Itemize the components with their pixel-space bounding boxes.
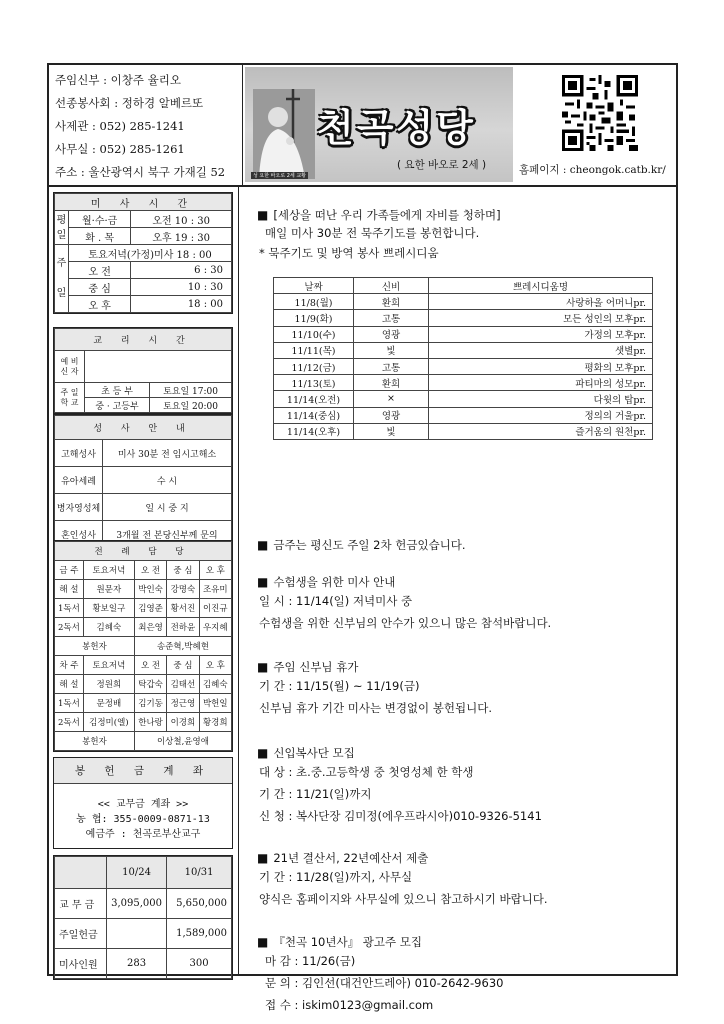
duty-cell: 원문자 (83, 580, 134, 599)
bullet-square-icon: ■ (257, 746, 269, 760)
notice-heading (257, 934, 503, 950)
sunday-mass-name: 오 전 (69, 262, 131, 279)
collection-value: 5,650,000 (167, 889, 232, 919)
praesidium-mystery: 고통 (354, 310, 429, 326)
notice-line: 기 간 : 11/21(일)까지 (259, 787, 372, 801)
qr-code-icon (562, 75, 638, 151)
collection-value: 1,589,000 (167, 919, 232, 949)
duty-cell: 우지혜 (199, 618, 231, 637)
notice-heading-text: 신입복사단 모집 (273, 746, 355, 760)
table-row (274, 326, 653, 342)
offertory-label: 봉헌자 (55, 732, 135, 751)
office-phone-line: 사무실 : 052) 285-1261 (55, 142, 185, 156)
notice-heading-text: 21년 결산서, 22년예산서 제출 (273, 851, 429, 865)
duty-cell: 김태선 (167, 675, 199, 694)
collection-value: 283 (107, 949, 167, 979)
collection-box (53, 855, 233, 980)
table-row (274, 391, 653, 407)
duty-cell: 한나랑 (134, 713, 166, 732)
duty-header-cell: 차 주 (55, 656, 84, 675)
bullet-square-icon: ■ (257, 851, 269, 865)
bulletin-header (49, 65, 676, 187)
table-row (274, 310, 653, 326)
praesidium-name: 평화의 모후pr. (429, 358, 653, 374)
notice-line: 기 간 : 11/15(월) ~ 11/19(금) (259, 679, 420, 693)
notice-email[interactable]: 접 수 : iskim0123@gmail.com (265, 998, 434, 1012)
bullet-square-icon: ■ (257, 660, 269, 674)
sacrament-desc: 일 시 중 지 (103, 494, 232, 521)
bullet-square-icon: ■ (257, 575, 269, 589)
notice-heading-text: [세상을 떠난 우리 가족들에게 자비를 청하며] (273, 208, 501, 222)
praesidium-name: 가정의 모후pr. (429, 326, 653, 342)
sunday-mass-name: 중 심 (69, 279, 131, 296)
offering-account-body (54, 784, 232, 842)
sunday-mass-name: 오 후 (69, 296, 131, 313)
sidebar (49, 187, 239, 976)
praesidium-name: 파티마의 성모pr. (429, 375, 653, 391)
praesidium-date: 11/14(오전) (274, 391, 354, 407)
collection-value (107, 919, 167, 949)
notice-heading (257, 537, 466, 553)
notice-heading-text: 『천곡 10년사』 광고주 모집 (273, 935, 422, 949)
offertory-names: 이상철,윤영애 (134, 732, 231, 751)
bulletin-page (47, 63, 678, 1012)
funeral-society-line: 선종봉사회 : 정하경 알베르또 (55, 96, 204, 110)
notice-altar-servers (257, 745, 542, 827)
notice-heading-text: 금주는 평신도 주일 2차 헌금있습니다. (273, 538, 466, 552)
table-row (274, 294, 653, 310)
sacrament-name: 유아세례 (55, 467, 103, 494)
duty-cell: 김혜숙 (83, 618, 134, 637)
sunday-label: 주 일 (55, 245, 69, 313)
rectory-phone-line: 사제관 : 052) 285-1241 (55, 119, 185, 133)
notice-line: 대 상 : 초.중.고등학생 중 첫영성체 한 학생 (259, 765, 474, 779)
praesidium-header: 신비 (354, 278, 429, 294)
notice-line: 문 의 : 김인선(대건안드레아) 010-2642-9630 (265, 976, 504, 990)
sunday-mass-time: 18 : 00 (131, 296, 232, 313)
praesidium-mystery: 영광 (354, 326, 429, 342)
notice-line: 매일 미사 30분 전 묵주기도를 봉헌합니다. (265, 226, 480, 240)
offertory-label: 봉헌자 (55, 637, 135, 656)
duty-cell: 강명숙 (167, 580, 199, 599)
account-number: 농 협: 355-0009-0871-13 (76, 814, 210, 825)
school-time: 토요일 20:00 (150, 398, 232, 413)
collection-table (54, 856, 232, 979)
parish-title: 천곡성당 (317, 106, 476, 150)
duty-cell: 황경희 (199, 713, 231, 732)
notice-heading (257, 659, 492, 675)
duty-cell: 이진규 (199, 599, 231, 618)
sunday-mass-time: 6 : 30 (131, 262, 232, 279)
praesidium-name: 샛별pr. (429, 342, 653, 358)
duty-cell: 박헌일 (199, 694, 231, 713)
mass-schedule-box (53, 192, 233, 314)
notice-line: 마 감 : 11/26(금) (265, 954, 356, 968)
duty-header-cell: 오 후 (199, 561, 231, 580)
offering-account-title: 봉 헌 금 계 좌 (54, 758, 232, 784)
weekday-days: 화 . 목 (69, 228, 131, 245)
notice-lay-sunday (257, 537, 466, 553)
pope-photo (253, 89, 315, 179)
duty-cell: 김기동 (134, 694, 166, 713)
bullet-square-icon: ■ (257, 935, 269, 949)
duty-cell: 1독서 (55, 599, 84, 618)
duty-header-cell: 오 후 (199, 656, 231, 675)
praesidium-mystery: 영광 (354, 407, 429, 423)
duty-header-cell: 오 전 (134, 656, 166, 675)
duty-cell: 조유미 (199, 580, 231, 599)
table-row (274, 358, 653, 374)
notice-line: 신 청 : 복사단장 김미정(에우프라시아)010-9326-5141 (259, 809, 542, 823)
mass-schedule-title: 미 사 시 간 (55, 194, 232, 211)
collection-label: 교 무 금 (55, 889, 107, 919)
notice-budget (257, 850, 548, 910)
duty-cell: 해 설 (55, 675, 84, 694)
duty-header-cell: 토요저녁 (83, 656, 134, 675)
praesidium-name: 다윗의 탑pr. (429, 391, 653, 407)
duty-cell: 김영준 (134, 599, 166, 618)
catechumen-value (85, 351, 232, 383)
duty-cell: 황보일구 (83, 599, 134, 618)
school-group: 중 · 고등부 (85, 398, 150, 413)
praesidium-date: 11/14(중심) (274, 407, 354, 423)
bullet-square-icon: ■ (257, 208, 269, 222)
parish-subtitle: ( 요한 바오로 2세 ) (397, 159, 487, 171)
sacrament-name: 혼인성사 (55, 521, 103, 548)
praesidium-mystery: 환희 (354, 375, 429, 391)
duty-cell: 김혜숙 (199, 675, 231, 694)
sacrament-table (54, 415, 232, 548)
praesidium-date: 11/8(월) (274, 294, 354, 310)
collection-date: 10/31 (167, 857, 232, 889)
duty-cell: 정근영 (167, 694, 199, 713)
praesidium-name: 즐거움의 원천pr. (429, 423, 653, 439)
notice-heading (257, 850, 548, 866)
notice-sub: * 묵주기도 및 방역 봉사 쁘레시디움 (259, 246, 439, 260)
duty-cell: 탁갑숙 (134, 675, 166, 694)
notice-line: 수험생을 위한 신부님의 안수가 있으니 많은 참석바랍니다. (259, 616, 552, 630)
sacrament-title: 성 사 안 내 (55, 416, 232, 440)
duty-header-cell: 토요저녁 (83, 561, 134, 580)
school-group: 초 등 부 (85, 383, 150, 398)
sacrament-name: 병자영성체 (55, 494, 103, 521)
weekday-time: 오전 10 : 30 (131, 211, 232, 228)
sunday-school-label: 주 일 학 교 (55, 383, 85, 413)
duty-cell: 전하윤 (167, 618, 199, 637)
bullet-square-icon: ■ (257, 538, 269, 552)
liturgy-duty-title: 전 례 담 당 (55, 542, 232, 561)
address-line: 주소 : 울산광역시 북구 가재길 52 (55, 165, 226, 179)
duty-cell: 이경희 (167, 713, 199, 732)
table-row (274, 375, 653, 391)
duty-cell: 황서진 (167, 599, 199, 618)
notice-pastor-vacation (257, 659, 492, 719)
notice-rosary (257, 207, 501, 263)
offertory-names: 송준혁,박혜현 (134, 637, 231, 656)
praesidium-date: 11/10(수) (274, 326, 354, 342)
duty-cell: 2독서 (55, 618, 84, 637)
notice-exam-mass (257, 574, 551, 634)
duty-header-cell: 중 심 (167, 656, 199, 675)
notice-heading (257, 207, 501, 223)
table-row (274, 342, 653, 358)
notice-heading (257, 745, 542, 761)
homepage-url[interactable]: 홈페이지 : cheongok.catb.kr/ (519, 164, 666, 176)
duty-cell: 박인숙 (134, 580, 166, 599)
weekday-label: 평 일 (55, 211, 69, 245)
notice-line: 신부님 휴가 기간 미사는 변경없이 봉헌됩니다. (259, 701, 493, 715)
account-holder: 예금주 : 천곡로부산교구 (85, 829, 201, 840)
collection-value: 3,095,000 (107, 889, 167, 919)
parish-info (49, 65, 243, 185)
offering-account-box (53, 757, 233, 849)
sacrament-box (53, 414, 233, 549)
praesidium-date: 11/12(금) (274, 358, 354, 374)
collection-date: 10/24 (107, 857, 167, 889)
praesidium-header: 쁘레시디움명 (429, 278, 653, 294)
notice-advertisers (257, 934, 503, 1016)
praesidium-date: 11/14(오후) (274, 423, 354, 439)
duty-header-cell: 오 전 (134, 561, 166, 580)
praesidium-mystery: 빛 (354, 423, 429, 439)
saturday-evening-mass: 토요저녁(가정)미사 18 : 00 (69, 245, 232, 262)
main-notices (245, 187, 676, 1012)
collection-corner (55, 857, 107, 889)
photo-caption: 성 요한 바오로 2세 교황 (253, 173, 307, 179)
liturgy-duty-box (53, 540, 233, 752)
sacrament-name: 고해성사 (55, 440, 103, 467)
education-table (54, 328, 232, 413)
praesidium-mystery: × (354, 391, 429, 407)
praesidium-name: 사랑하올 어머니pr. (429, 294, 653, 310)
praesidium-mystery: 환희 (354, 294, 429, 310)
praesidium-header: 날짜 (274, 278, 354, 294)
sacrament-desc: 미사 30분 전 임시고해소 (103, 440, 232, 467)
praesidium-name: 정의의 거울pr. (429, 407, 653, 423)
collection-label: 주일헌금 (55, 919, 107, 949)
duty-header-cell: 중 심 (167, 561, 199, 580)
education-box (53, 327, 233, 414)
duty-cell: 김정미(엘) (83, 713, 134, 732)
pastor-line: 주임신부 : 이창주 율리오 (55, 73, 181, 87)
praesidium-date: 11/13(토) (274, 375, 354, 391)
praesidium-date: 11/11(목) (274, 342, 354, 358)
sacrament-desc: 수 시 (103, 467, 232, 494)
duty-header-cell: 금 주 (55, 561, 84, 580)
duty-cell: 최은영 (134, 618, 166, 637)
education-title: 교 리 시 간 (55, 329, 232, 351)
weekday-days: 월·수·금 (69, 211, 131, 228)
praesidium-date: 11/9(화) (274, 310, 354, 326)
notice-heading-text: 수험생을 위한 미사 안내 (273, 575, 396, 589)
collection-label: 미사인원 (55, 949, 107, 979)
liturgy-duty-table (54, 541, 232, 751)
praesidium-mystery: 빛 (354, 342, 429, 358)
mass-schedule-table (54, 193, 232, 313)
catechumen-label: 예 비 신 자 (55, 351, 85, 383)
notice-line: 양식은 홈페이지와 사무실에 있으니 참고하시기 바랍니다. (259, 892, 548, 906)
school-time: 토요일 17:00 (150, 383, 232, 398)
sunday-mass-time: 10 : 30 (131, 279, 232, 296)
duty-cell: 문정배 (83, 694, 134, 713)
duty-cell: 2독서 (55, 713, 84, 732)
header-right (513, 65, 676, 185)
praesidium-name: 모든 성인의 모후pr. (429, 310, 653, 326)
notice-line: 기 간 : 11/28(일)까지, 사무실 (259, 870, 413, 884)
sacrament-desc: 3개월 전 본당신부께 문의 (103, 521, 232, 548)
notice-heading (257, 574, 551, 590)
duty-cell: 정원희 (83, 675, 134, 694)
account-heading: << 교무금 계좌 >> (97, 799, 189, 810)
duty-cell: 1독서 (55, 694, 84, 713)
praesidium-mystery: 고통 (354, 358, 429, 374)
table-row (274, 407, 653, 423)
praesidium-table (273, 277, 653, 440)
notice-heading-text: 주임 신부님 휴가 (273, 660, 359, 674)
duty-cell: 해 설 (55, 580, 84, 599)
table-row (274, 423, 653, 439)
title-banner (245, 67, 513, 182)
collection-value: 300 (167, 949, 232, 979)
notice-line: 일 시 : 11/14(일) 저녁미사 중 (259, 594, 413, 608)
weekday-time: 오후 19 : 30 (131, 228, 232, 245)
